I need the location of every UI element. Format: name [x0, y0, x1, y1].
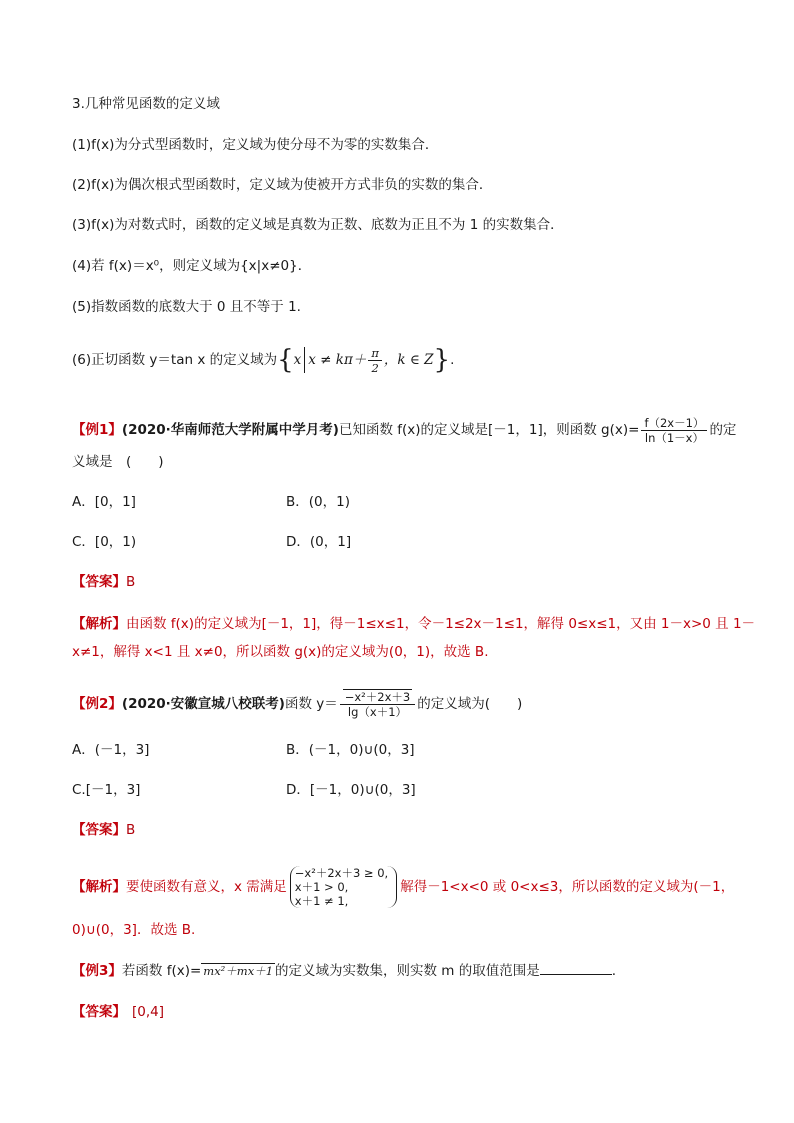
rule-item-2: (2)f(x)为偶次根式型函数时，定义域为使被开方式非负的实数的集合． [72, 177, 493, 193]
answer-label: 【答案】 [72, 1004, 126, 1020]
rule-item-5: (5)指数函数的底数大于 0 且不等于 1. [72, 299, 301, 315]
option-d: D．(0，1] [286, 534, 352, 550]
example-1-question-cont: 义域是 ( ) [72, 454, 164, 470]
set-condition: x ≠ kπ＋ [308, 352, 367, 368]
example-1-label: 【例1】 [72, 422, 122, 438]
option-b: B．(－1，0)∪(0，3] [286, 742, 415, 758]
answer-blank [540, 960, 612, 975]
option-b: B．(0，1) [286, 494, 350, 510]
fraction-denominator: 2 [371, 360, 379, 375]
explanation-text: 要使函数有意义，x 需满足 [126, 879, 287, 895]
option-c: C．[0，1) [72, 534, 137, 550]
example-3-text-tail: . [611, 963, 617, 979]
example-3-text: 若函数 f(x)= [121, 963, 202, 979]
example-2-answer [72, 820, 135, 840]
explanation-line-1: 由函数 f(x)的定义域为[－1，1]，得－1≤x≤1，令－1≤2x－1≤1，解得 0≤x≤1，又由 1－x>0 且 1－ [126, 616, 756, 632]
option-d: D．[－1，0)∪(0，3] [286, 782, 416, 798]
brace-open: { [277, 345, 294, 375]
example-1-text-tail: 的定 [709, 422, 737, 438]
example-2-source: (2020·安徽宣城八校联考) [121, 696, 285, 712]
pi-over-2-fraction [368, 346, 382, 375]
answer-value: B [126, 822, 136, 838]
example-2-explanation-cont: 0)∪(0，3]．故选 B. [72, 922, 196, 938]
rule-item-6 [72, 340, 454, 380]
example-2-label: 【例2】 [72, 696, 122, 712]
fraction-numerator: π [368, 346, 382, 361]
rule-item-1: (1)f(x)为分式型函数时，定义域为使分母不为零的实数集合． [72, 137, 439, 153]
condition-2: x＋1 > 0, [294, 880, 349, 894]
example-2-text-tail: 的定义域为( ) [417, 696, 523, 712]
option-a: A．[0，1] [72, 494, 136, 510]
example-3-label: 【例3】 [72, 963, 122, 979]
sqrt-content: −x²＋2x＋3 [344, 690, 411, 704]
rule-item-4: (4)若 f(x)＝x⁰，则定义域为{x|x≠0}． [72, 258, 312, 274]
example-1-text: 已知函数 f(x)的定义域是[－1，1]，则函数 g(x)= [338, 422, 640, 438]
example-2-explanation [72, 858, 734, 916]
answer-value: B [126, 574, 136, 590]
example-3-text-mid: 的定义域为实数集，则实数 m 的取值范围是 [275, 963, 540, 979]
set-tail: ，k ∈ Z [383, 352, 434, 368]
set-divider [304, 347, 305, 373]
condition-system [290, 866, 397, 908]
option-c: C.[－1，3] [72, 782, 141, 798]
section-title: 3.几种常见函数的定义域 [72, 96, 220, 112]
fraction-numerator: f（2x－1） [641, 416, 707, 431]
example-2-text: 函数 y＝ [284, 696, 338, 712]
fraction-numerator [340, 689, 416, 705]
answer-label: 【答案】 [72, 574, 126, 590]
explanation-text-tail: 解得－1<x<0 或 0<x≤3，所以函数的定义域为(－1， [400, 879, 735, 895]
fraction-denominator: ln（1－x） [644, 430, 704, 445]
rule-item-6-prefix: (6)正切函数 y＝tan x 的定义域为 [72, 352, 278, 368]
condition-1: −x²＋2x＋3 ≥ 0, [294, 866, 389, 880]
option-a: A．(－1，3] [72, 742, 150, 758]
explanation-label: 【解析】 [72, 879, 126, 895]
example-3-question [72, 960, 616, 981]
example-1-answer [72, 572, 135, 592]
example-1-question [72, 414, 736, 446]
example-1-source: (2020·华南师范大学附属中学月考) [121, 422, 339, 438]
example-2-fraction [340, 689, 416, 719]
example-3-answer [72, 1002, 164, 1022]
answer-label: 【答案】 [72, 822, 126, 838]
sqrt-content: mx²＋mx＋1 [203, 964, 274, 978]
brace-close: } [433, 345, 451, 375]
rule-item-6-suffix: . [450, 352, 455, 368]
answer-value: [0,4] [132, 1004, 165, 1020]
condition-3: x＋1 ≠ 1, [294, 894, 349, 908]
rule-item-3: (3)f(x)为对数式时，函数的定义域是真数为正数、底数为正且不为 1 的实数集合． [72, 217, 564, 233]
example-1-explanation-cont: x≠1，解得 x<1 且 x≠0，所以函数 g(x)的定义域为(0，1)，故选 B. [72, 644, 489, 660]
set-variable: x [293, 352, 302, 368]
example-1-explanation [72, 614, 755, 634]
example-1-fraction [641, 416, 707, 445]
fraction-denominator: lg（x＋1） [347, 705, 408, 719]
explanation-label: 【解析】 [72, 616, 126, 632]
example-2-question [72, 688, 522, 720]
